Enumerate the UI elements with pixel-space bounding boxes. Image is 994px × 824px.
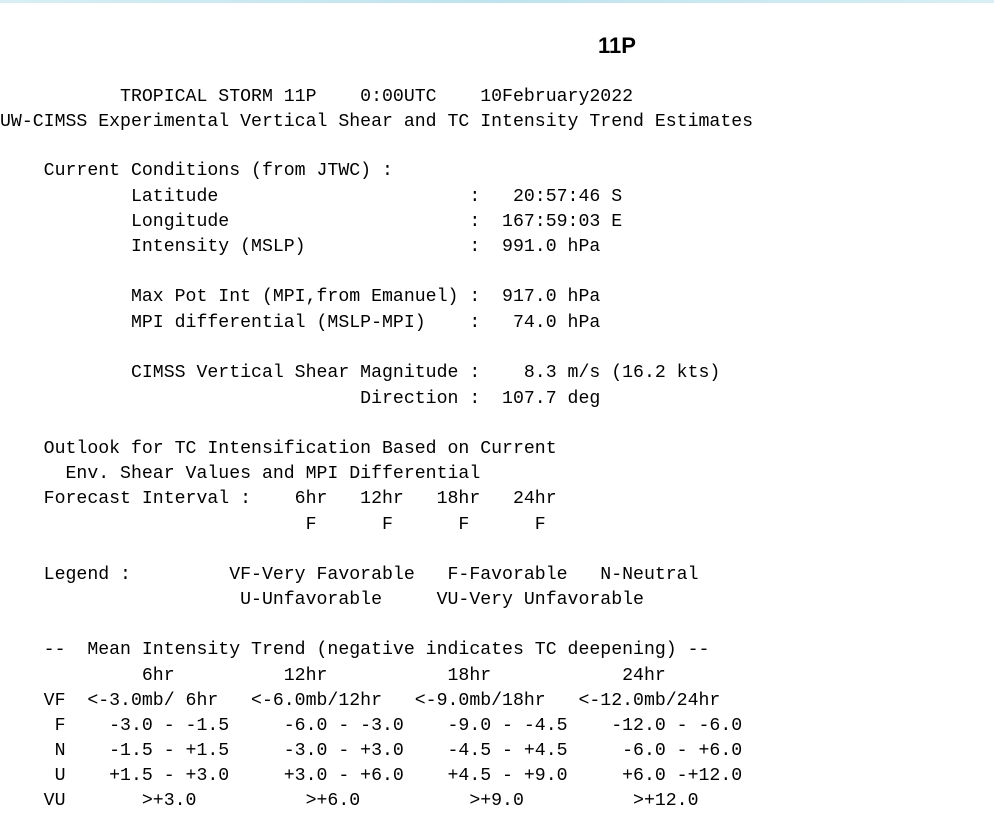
storm-header-line: TROPICAL STORM 11P 0:00UTC 10February2022 [0,87,634,107]
forecast-values-row: F F F F [0,515,546,535]
product-subtitle: UW-CIMSS Experimental Vertical Shear and TC Intensity Trend Estimates [0,112,754,132]
forecast-interval-row: Forecast Interval : 6hr 12hr 18hr 24hr [0,489,557,509]
trend-row-f: F -3.0 - -1.5 -6.0 - -3.0 -9.0 - -4.5 -12.0 - -6.0 [0,716,743,736]
trend-columns-row: 6hr 12hr 18hr 24hr [0,666,666,686]
legend-line-2: U-Unfavorable VU-Very Unfavorable [0,590,644,610]
longitude-row: Longitude : 167:59:03 E [0,212,623,232]
current-conditions-heading: Current Conditions (from JTWC) : [0,161,393,181]
latitude-row: Latitude : 20:57:46 S [0,187,623,207]
shear-direction-row: Direction : 107.7 deg [0,389,601,409]
legend-line-1: Legend : VF-Very Favorable F-Favorable N-Neutral [0,565,699,585]
mpi-differential-row: MPI differential (MSLP-MPI) : 74.0 hPa [0,313,601,333]
shear-magnitude-row: CIMSS Vertical Shear Magnitude : 8.3 m/s (16.2 kts) [0,363,721,383]
trend-heading: -- Mean Intensity Trend (negative indicates TC deepening) -- [0,640,710,660]
trend-row-vf: VF <-3.0mb/ 6hr <-6.0mb/12hr <-9.0mb/18hr <-12.0mb/24hr [0,691,721,711]
outlook-heading-1: Outlook for TC Intensification Based on Current [0,439,557,459]
page-title: 11P [598,33,636,58]
trend-row-n: N -1.5 - +1.5 -3.0 - +3.0 -4.5 - +4.5 -6.0 - +6.0 [0,741,743,761]
trend-row-vu: VU >+3.0 >+6.0 >+9.0 >+12.0 [0,791,699,811]
intensity-row: Intensity (MSLP) : 991.0 hPa [0,237,601,257]
mpi-row: Max Pot Int (MPI,from Emanuel) : 917.0 hPa [0,287,601,307]
top-border [0,0,994,3]
outlook-heading-2: Env. Shear Values and MPI Differential [0,464,481,484]
trend-row-u: U +1.5 - +3.0 +3.0 - +6.0 +4.5 - +9.0 +6.0 -+12.0 [0,766,743,786]
